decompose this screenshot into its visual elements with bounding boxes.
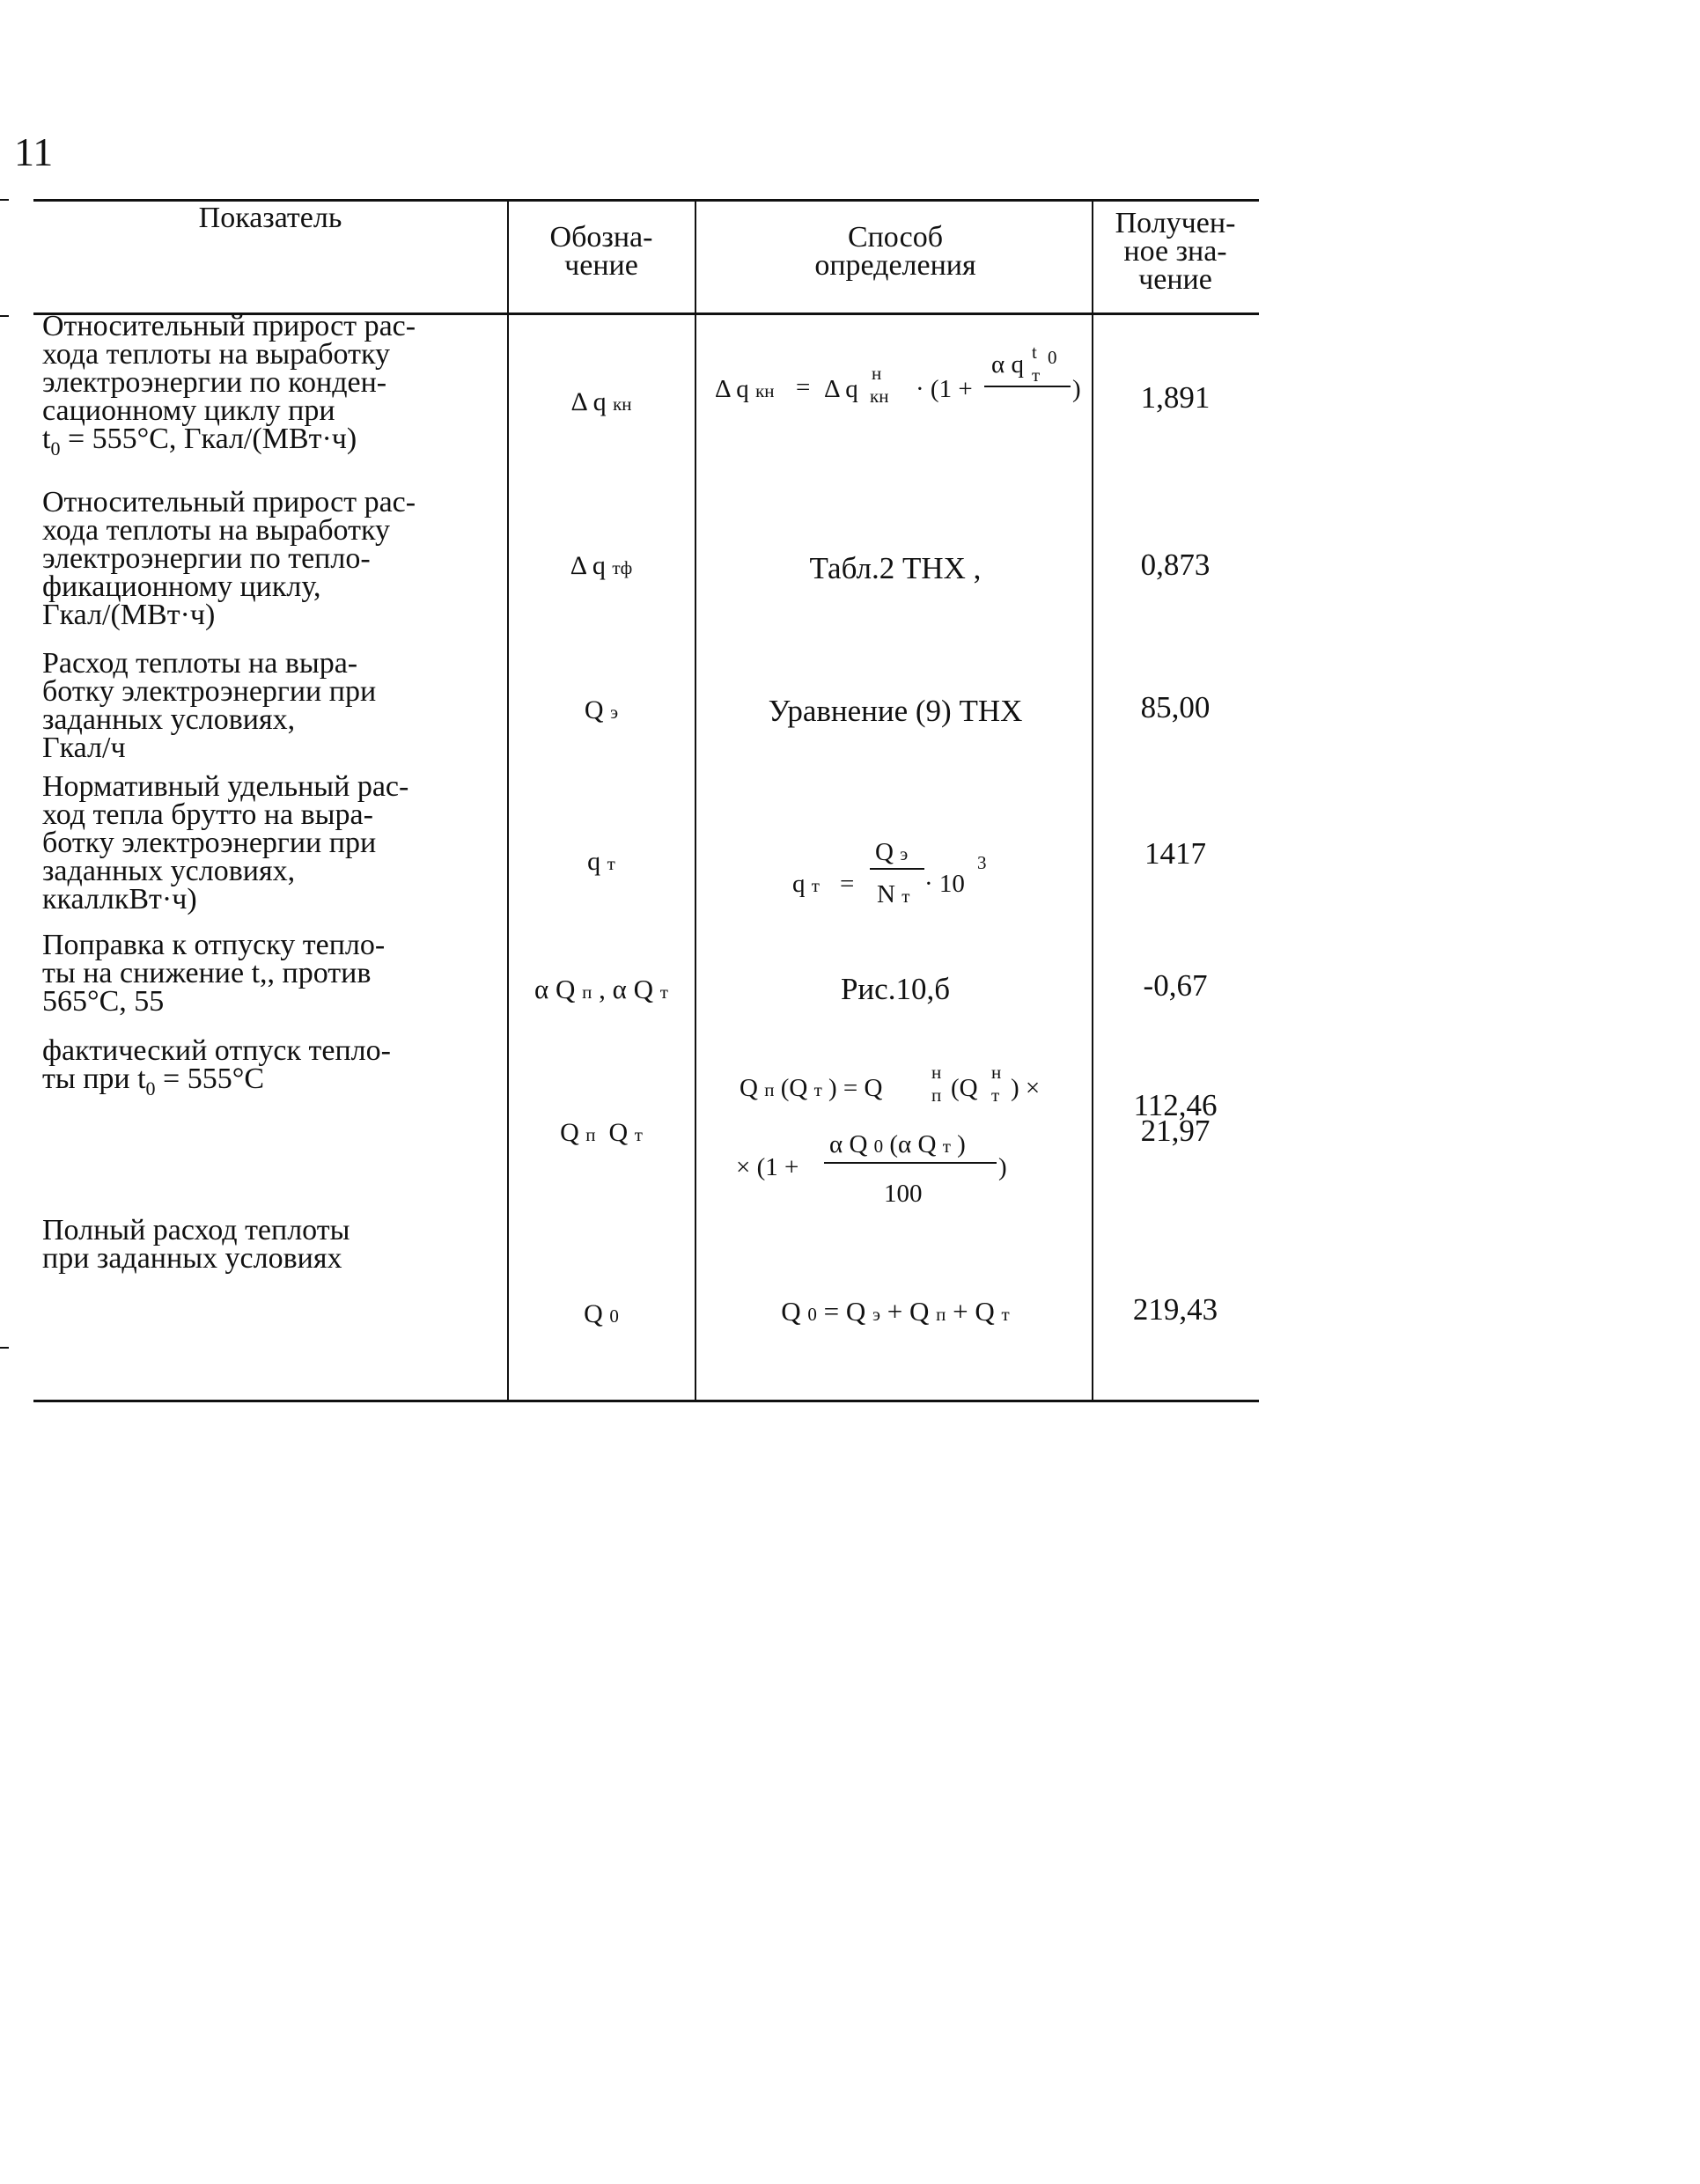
column-divider [695,199,696,1401]
row-value: 219,43 [1132,1292,1218,1327]
margin-tick [0,1347,9,1349]
row-method-formula: Δ q кн = Δ q н кн · (1 + α q t 0 т ) [715,342,1081,407]
row-symbol: Δ q кн [570,387,632,416]
row-value: 1417 [1144,836,1206,871]
header-value: Получен- ное зна- чение [1115,207,1236,296]
header-method: Способ определения [814,221,976,282]
table-bottom-rule [33,1400,1259,1402]
row-value: 112,46 21,97 [1133,1088,1218,1148]
row-value: 85,00 [1140,690,1211,724]
column-divider [507,199,509,1401]
margin-tick [0,199,9,201]
header-indicator: Показатель [198,202,342,234]
row-indicator: Поправка к отпуску тепло- ты на снижение t,, против 565°C, 55 [42,929,386,1018]
row-indicator: Расход теплоты на выра- ботку электроэнергии при заданных условиях, Гкал/ч [42,647,377,764]
row-symbol: q т [587,847,615,876]
row-method-formula: q т = Q э N т · 10 3 [792,838,987,908]
row-value: 0,873 [1140,548,1211,582]
row-symbol: Q 0 [584,1299,619,1328]
row-method: Уравнение (9) ТНХ [768,694,1023,728]
row-indicator: Полный расход теплоты при заданных условиях [42,1214,350,1275]
row-symbol: α Q п , α Q т [534,974,668,1004]
row-method-formula: Q п (Q т ) = Q н п (Q н т ) × × (1 + α Q 0 (α Q т ) 100 ) [736,1062,1041,1208]
row-method-formula: Q 0 = Q э + Q п + Q т [781,1296,1010,1327]
row-symbol: Q п Q т [560,1118,643,1147]
row-method: Табл.2 ТНХ , [809,551,982,585]
row-indicator: Нормативный удельный рас- ход тепла брутто на выра- ботку электроэнергии при заданных условиях, ккаллкВт·ч) [42,770,409,916]
margin-tick [0,315,9,317]
page-number: 11 [14,129,54,174]
row-value: -0,67 [1143,968,1208,1003]
row-indicator: фактический отпуск тепло- ты при $t_0 = 555^\circ C$ [42,1034,391,1099]
row-indicator: Относительный прирост рас- хода теплоты на выработку электроэнергии по тепло- фикационному циклу, Гкал/(МВт·ч) [42,486,416,631]
row-value: 1,891 [1140,380,1211,415]
row-method: Рис.10,б [840,972,951,1006]
row-symbol: Q э [584,695,619,724]
header-symbol: Обозна- чение [549,221,653,282]
row-indicator: Относительный прирост рас- хода теплоты на выработку электроэнергии по конден- сационному циклу при $t_0 = 555^\circ C$, Гкал/(МВт·ч) [42,310,416,460]
row-symbol: Δ q тф [570,551,633,580]
